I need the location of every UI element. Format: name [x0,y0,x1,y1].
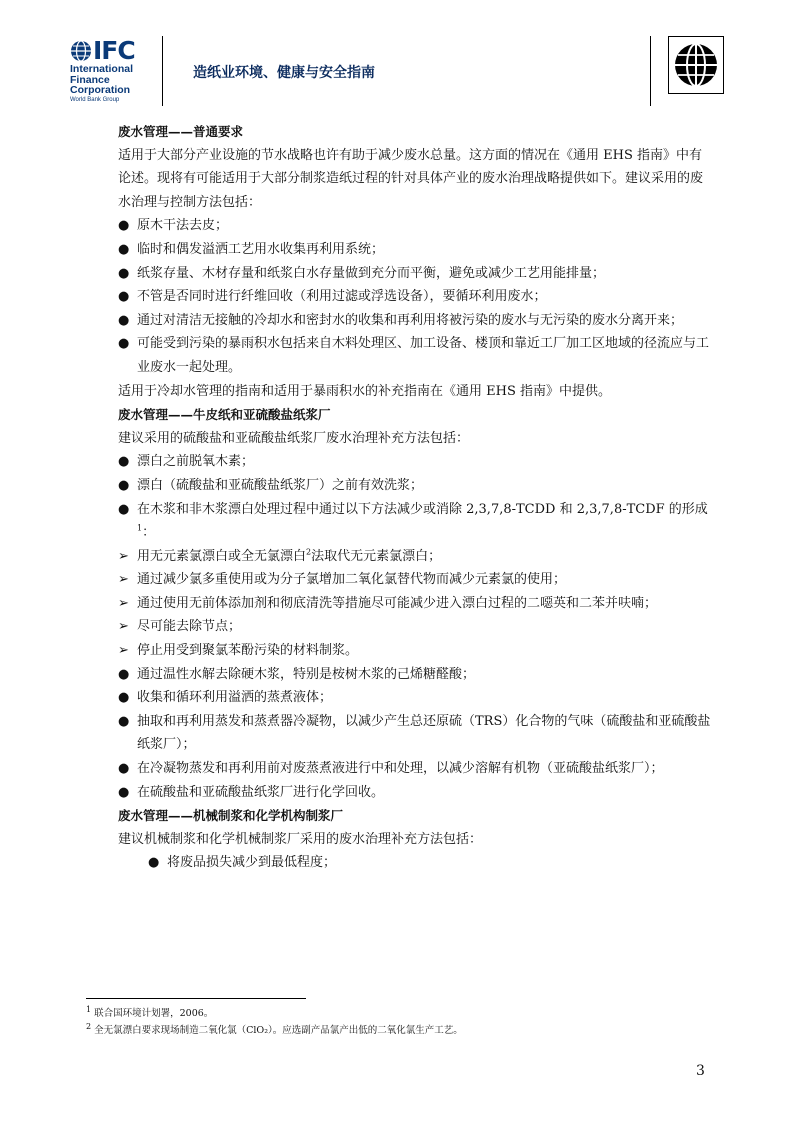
logo-line-3: Corporation [70,84,131,96]
arrow-bullet-icon [118,639,129,663]
list-item: ● 在木浆和非木浆漂白处理过程中通过以下方法减少或消除 2,3,7,8-TCDD 和 2,3,7,8-TCDF 的形成$^1$： [118,498,712,545]
list-item: ➢ 通过减少氯多重使用或为分子氯增加二氧化氯替代物而减少元素氯的使用； [118,568,712,592]
logo-line-2: Finance [70,73,110,86]
bullet-icon [118,214,129,238]
list-item: ● 通过温性水解去除硬木浆，特别是桉树木浆的己烯糖醛酸； [118,663,712,687]
footnote-1: $^1$ 联合国环境计划署，2006。 [86,1004,214,1019]
logo-line-1: International [70,63,134,75]
list-item: ● 临时和偶发溢洒工艺用水收集再利用系统； [118,238,712,262]
arrow-bullet-icon [118,615,129,639]
document-title: 造纸业环境、健康与安全指南 [193,65,375,81]
section-intro-general: 适用于大部分产业设施的节水战略也许有助于减少废水总量。这方面的情况在《通用 EHS 指南》中有论述。现将有可能适用于大部分制浆造纸过程的针对具体产业的废水治理战略提供如下。建议采用的废水治理与控制方法包括： [118,147,704,210]
arrow-bullet-icon [118,592,129,616]
list-item: ➢ 尽可能去除节点； [118,615,712,639]
bullet-icon [118,450,129,474]
world-bank-logo-icon [668,36,724,94]
bullet-icon [118,781,129,805]
list-item: ● 在冷凝物蒸发和再利用前对废蒸煮液进行中和处理，以减少溶解有机物（亚硫酸盐纸浆厂）； [118,757,712,781]
list-item: ● 可能受到污染的暴雨积水包括来自木料处理区、加工设备、楼顶和靠近工厂加工区地域的径流应与工业废水一起处理。 [118,332,712,379]
ifc-logo [70,38,150,108]
bullet-icon [118,262,129,286]
section-heading-mechanical: 废水管理——机械制浆和化学机构制浆厂 [118,808,344,824]
list-item: ● 漂白之前脱氧木素； [118,450,712,474]
footnote-divider [86,998,306,999]
list-item: ● 不管是否同时进行纤维回收（利用过滤或浮选设备），要循环利用废水； [118,285,712,309]
list-item: ➢ 停止用受到聚氯苯酚污染的材料制浆。 [118,639,712,663]
section-heading-general: 废水管理——普通要求 [118,124,244,139]
list-item: ● 纸浆存量、木材存量和纸浆白水存量做到充分而平衡，避免或减少工艺用能排量； [118,262,712,286]
section-heading-kraft: 废水管理——牛皮纸和亚硫酸盐纸浆厂 [118,407,331,423]
header-divider-left [162,36,163,106]
bullet-icon [118,238,129,262]
bullet-icon [118,498,129,522]
bullet-icon [118,474,129,498]
arrow-bullet-icon [118,568,129,592]
footnotes [86,1005,463,1039]
list-item: ● 原木干法去皮； [118,214,712,238]
main-content [118,120,712,875]
bullet-icon [148,851,159,875]
section-intro-kraft: 建议采用的硫酸盐和亚硫酸盐纸浆厂废水治理补充方法包括： [118,430,470,446]
list-item: ➢ 通过使用无前体添加剂和彻底清洗等措施尽可能减少进入漂白过程的二噁英和二苯并呋喃； [118,592,712,616]
footnote-ref-2: 2 [306,547,312,557]
kraft-measures-list [118,450,712,804]
list-item: ● 抽取和再利用蒸发和蒸煮器冷凝物，以减少产生总还原硫（TRS）化合物的气味（硫酸盐和亚硫酸盐纸浆厂）； [118,710,712,757]
list-item: ● 漂白（硫酸盐和亚硫酸盐纸浆厂）之前有效洗浆； [118,474,712,498]
arrow-bullet-icon [118,545,129,569]
general-measures-list [118,214,712,379]
bullet-icon [118,686,129,710]
footnote-2: $^2$ 全无氯漂白要求现场制造二氧化氯（ClO₂）。应选副产品氯产出低的二氧化氯生产工艺。 [86,1021,463,1036]
list-item: ● 通过对清洁无接触的冷却水和密封水的收集和再利用将被污染的废水与无污染的废水分离开来； [118,309,712,333]
list-item: ● 收集和循环利用溢洒的蒸煮液体； [118,686,712,710]
list-item: ➢ 用无元素氯漂白或全无氯漂白$^2$法取代无元素氯漂白； [118,545,712,569]
logo-line-4: World Bank Group [70,96,120,103]
mechanical-measures-list [118,851,712,875]
page-header [0,0,793,110]
list-item: ● 在硫酸盐和亚硫酸盐纸浆厂进行化学回收。 [118,781,712,805]
footnote-ref-1: 1 [137,523,143,533]
header-divider-right [650,36,651,106]
bullet-icon [118,332,129,356]
section-outro-general: 适用于冷却水管理的指南和适用于暴雨积水的补充指南在《通用 EHS 指南》中提供。 [118,383,611,399]
page-number: 3 [696,1063,705,1079]
section-intro-mechanical: 建议机械制浆和化学机械制浆厂采用的废水治理补充方法包括： [118,831,483,847]
bullet-icon [118,710,129,734]
bullet-icon [118,757,129,781]
ifc-globe-icon [70,40,92,62]
bullet-icon [118,285,129,309]
ifc-logo-text: IFC [93,36,135,65]
bullet-icon [118,663,129,687]
list-item: ● 将废品损失减少到最低程度； [148,851,712,875]
bullet-icon [118,309,129,333]
